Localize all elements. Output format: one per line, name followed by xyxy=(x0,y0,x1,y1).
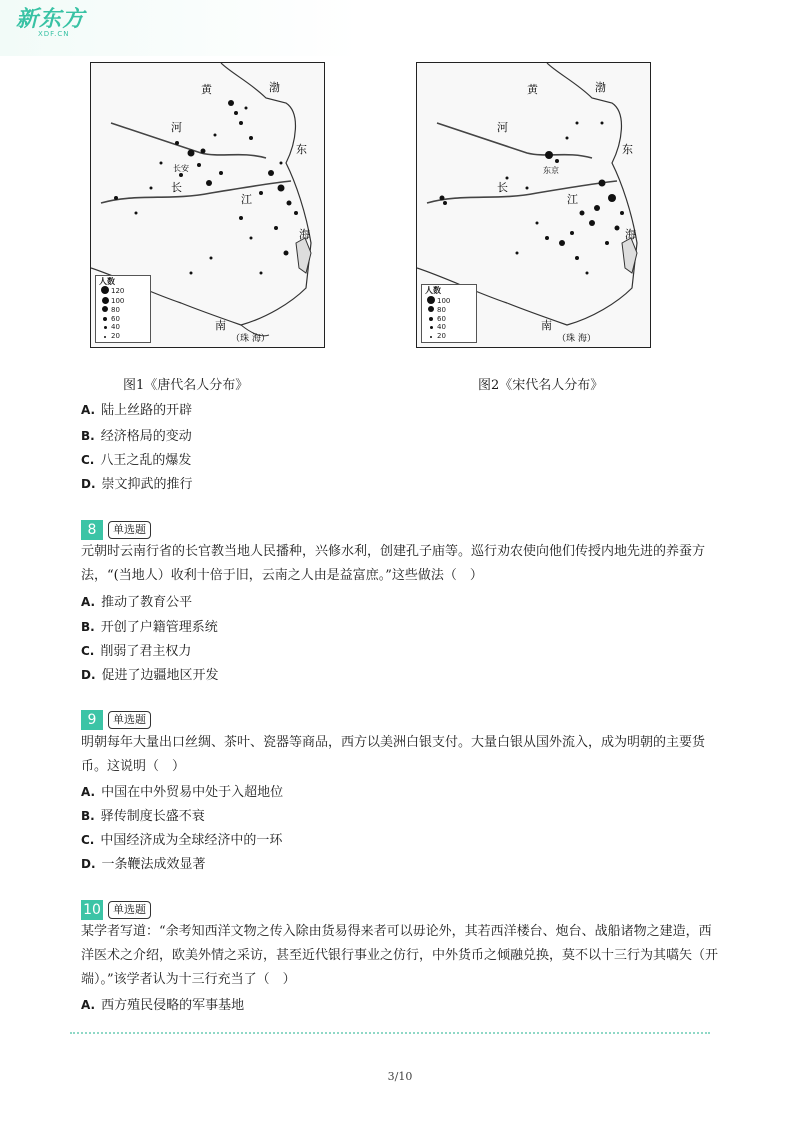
q10-stem: 某学者写道：“余考知西洋文物之传入除由货易得来者可以毋论外，其若西洋楼台、炮台、战船诸物之建造，西洋医术之介绍，欧美外情之采访，甚至近代银行事业之仿行，中外货币之倾融兑换，莫不以十三行为其嚆矢（开端）。”该学者认为十三行充当了（ ） xyxy=(81,924,719,987)
question-type-badge: 单选题 xyxy=(108,901,151,919)
question-number: 8 xyxy=(81,520,103,540)
map-song-label-chang: 长 xyxy=(497,181,508,194)
map-tang-label-jiang: 江 xyxy=(241,193,252,206)
q8-header xyxy=(81,520,151,540)
q10-option-a[interactable]: A. 西方殖民侵略的军事基地 xyxy=(81,998,245,1013)
q9-option-a[interactable]: A. 中国在中外贸易中处于入超地位 xyxy=(81,785,284,800)
map-tang-legend xyxy=(95,275,151,344)
map-tang-label-bo: 渤 xyxy=(269,81,280,94)
map-song-label-zhuhai: （珠 海） xyxy=(557,334,596,344)
map-tang-caption: 图1《唐代名人分布》 xyxy=(123,378,249,393)
question-type-badge: 单选题 xyxy=(108,711,151,729)
map-song-label-huang: 黄 xyxy=(527,83,538,96)
q8-option-d[interactable]: D. 促进了边疆地区开发 xyxy=(81,668,219,683)
map-tang-label-he: 河 xyxy=(171,121,182,134)
q8-option-b[interactable]: B. 开创了户籍管理系统 xyxy=(81,620,218,635)
q9-option-c[interactable]: C. 中国经济成为全球经济中的一环 xyxy=(81,833,283,848)
header-bar xyxy=(0,0,800,56)
map-song-legend xyxy=(421,284,477,343)
question-type-badge: 单选题 xyxy=(108,521,151,539)
legend-row: 120 xyxy=(99,286,147,297)
q10-header xyxy=(81,900,151,920)
q8-stem: 元朝时云南行省的长官教当地人民播种，兴修水利，创建孔子庙等。巡行劝农使向他们传授内地先进的养蚕方法，“(当地人）收利十倍于旧，云南之人由是益富庶。”这些做法（ ） xyxy=(81,544,706,583)
map-song-label-bo: 渤 xyxy=(595,81,606,94)
logo xyxy=(16,8,85,38)
legend-row: 40 xyxy=(99,323,147,332)
legend-row: 80 xyxy=(99,306,147,315)
q9-header xyxy=(81,710,151,730)
page-divider xyxy=(70,1032,710,1034)
map-song-label-nan: 南 xyxy=(541,319,552,332)
legend-row: 60 xyxy=(99,315,147,324)
map-tang-label-huang: 黄 xyxy=(201,83,212,96)
legend-row: 40 xyxy=(425,323,473,332)
q9-option-d[interactable]: D. 一条鞭法成效显著 xyxy=(81,857,206,872)
map-tang-label-chang: 长 xyxy=(171,181,182,194)
map-song-label-hai: 海 xyxy=(625,228,636,241)
map-tang-label-zhuhai: （珠 海） xyxy=(231,334,270,344)
legend-row: 20 xyxy=(99,332,147,341)
map-song xyxy=(416,62,651,348)
q7-option-b[interactable]: B. 经济格局的变动 xyxy=(81,429,192,444)
map-tang-label-nan: 南 xyxy=(215,319,226,332)
legend-title: 人数 xyxy=(99,276,115,286)
page-number: 3/10 xyxy=(387,1070,413,1083)
q8-option-a[interactable]: A. 推动了教育公平 xyxy=(81,595,193,610)
question-number: 10 xyxy=(81,900,103,920)
q9-option-b[interactable]: B. 驿传制度长盛不衰 xyxy=(81,809,205,824)
legend-row: 60 xyxy=(425,315,473,324)
logo-subtext: XDF.CN xyxy=(38,30,70,38)
legend-title: 人数 xyxy=(425,286,441,295)
map-song-label-city: 东京 xyxy=(543,166,559,175)
map-song-caption: 图2《宋代名人分布》 xyxy=(478,378,604,393)
map-song-label-he: 河 xyxy=(497,121,508,134)
q7-option-d[interactable]: D. 崇文抑武的推行 xyxy=(81,477,193,492)
legend-row: 80 xyxy=(425,306,473,315)
legend-row: 100 xyxy=(425,296,473,307)
q9-stem: 明朝每年大量出口丝绸、茶叶、瓷器等商品，西方以美洲白银支付。大量白银从国外流入，成为明朝的主要货币。这说明（ ） xyxy=(81,735,706,774)
q7-option-a[interactable]: A. 陆上丝路的开辟 xyxy=(81,403,193,418)
q8-option-c[interactable]: C. 削弱了君主权力 xyxy=(81,644,192,659)
map-tang-label-dong: 东 xyxy=(296,143,307,156)
map-song-label-dong: 东 xyxy=(622,143,633,156)
legend-row: 100 xyxy=(99,297,147,307)
question-number: 9 xyxy=(81,710,103,730)
legend-row: 20 xyxy=(425,332,473,341)
q7-option-c[interactable]: C. 八王之乱的爆发 xyxy=(81,453,192,468)
logo-text: 新东方 xyxy=(16,7,86,32)
map-song-label-jiang: 江 xyxy=(567,193,578,206)
map-tang xyxy=(90,62,325,348)
map-tang-label-hai: 海 xyxy=(299,228,310,241)
map-tang-label-city: 长安 xyxy=(173,164,189,173)
